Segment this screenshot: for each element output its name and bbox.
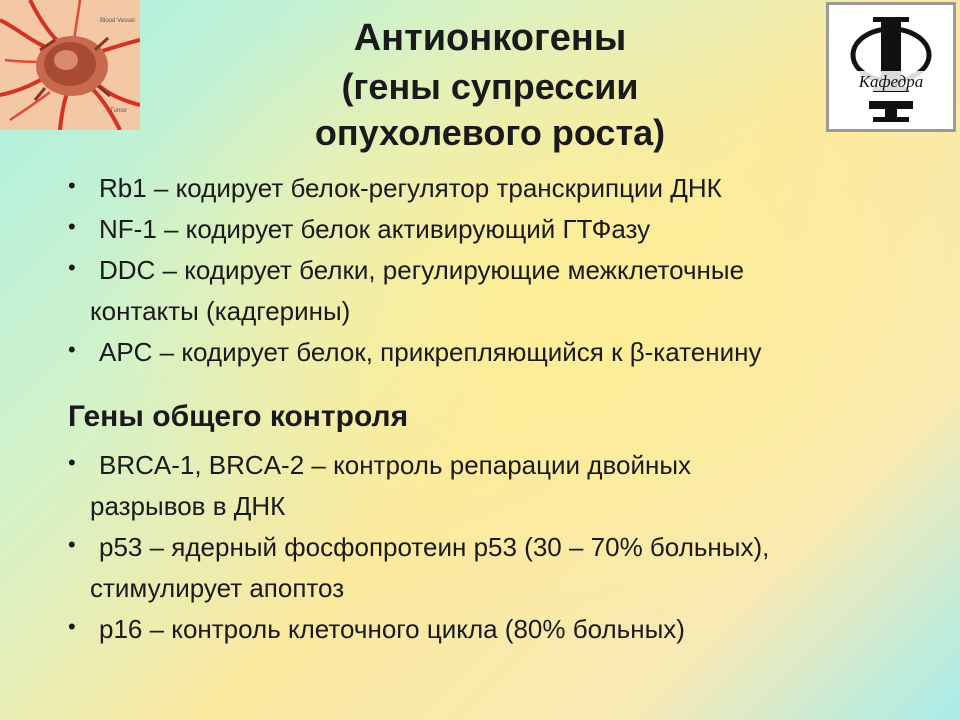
bullet-icon: • bbox=[68, 337, 76, 362]
illustration-label-vessel: Blood Vessel bbox=[100, 18, 135, 24]
bullet-icon: • bbox=[68, 614, 76, 639]
list-item bbox=[68, 609, 769, 650]
logo-text: Кафедра bbox=[858, 72, 924, 91]
list-item-text-continued: контакты (кадгерины) bbox=[90, 296, 351, 326]
bullet-icon: • bbox=[68, 532, 76, 557]
slide-title bbox=[180, 12, 800, 156]
department-logo bbox=[826, 2, 956, 132]
illustration-label-tumor: Tumor bbox=[110, 108, 128, 114]
bullet-icon: • bbox=[68, 450, 76, 475]
bullet-icon: • bbox=[68, 173, 76, 198]
list-item-text: Rb1 – кодирует белок-регулятор транскрипции ДНК bbox=[99, 173, 722, 203]
list-item bbox=[68, 445, 769, 527]
title-line-3: опухолевого роста) bbox=[314, 112, 666, 153]
bullet-icon: • bbox=[68, 214, 76, 239]
bullet-icon: • bbox=[68, 255, 76, 280]
list-item bbox=[68, 527, 769, 609]
list-item-text-continued: разрывов в ДНК bbox=[90, 491, 286, 521]
tumor-illustration bbox=[0, 0, 140, 130]
list-item-text: DDC – кодирует белки, регулирующие межклеточные bbox=[99, 255, 745, 285]
section-heading: Гены общего контроля bbox=[68, 400, 409, 433]
list-item bbox=[68, 332, 761, 373]
list-item-text: APC – кодирует белок, прикрепляющийся к β-катенину bbox=[99, 337, 762, 367]
list-item-text: BRCA-1, BRCA-2 – контроль репарации двойных bbox=[99, 450, 692, 480]
list-item-text-continued: стимулирует апоптоз bbox=[90, 573, 345, 603]
title-line-2: (гены супрессии bbox=[341, 66, 639, 107]
general-control-list bbox=[68, 445, 769, 650]
list-item-text: p53 – ядерный фосфопротеин p53 (30 – 70% больных), bbox=[99, 532, 770, 562]
list-item bbox=[68, 209, 761, 250]
list-item-text: NF-1 – кодирует белок активирующий ГТФазу bbox=[99, 214, 651, 244]
title-line-1: Антионкогены bbox=[353, 17, 627, 59]
tumor-suppressor-list bbox=[68, 168, 761, 373]
list-item-text: p16 – контроль клеточного цикла (80% больных) bbox=[99, 614, 685, 644]
list-item bbox=[68, 250, 761, 332]
list-item bbox=[68, 168, 761, 209]
